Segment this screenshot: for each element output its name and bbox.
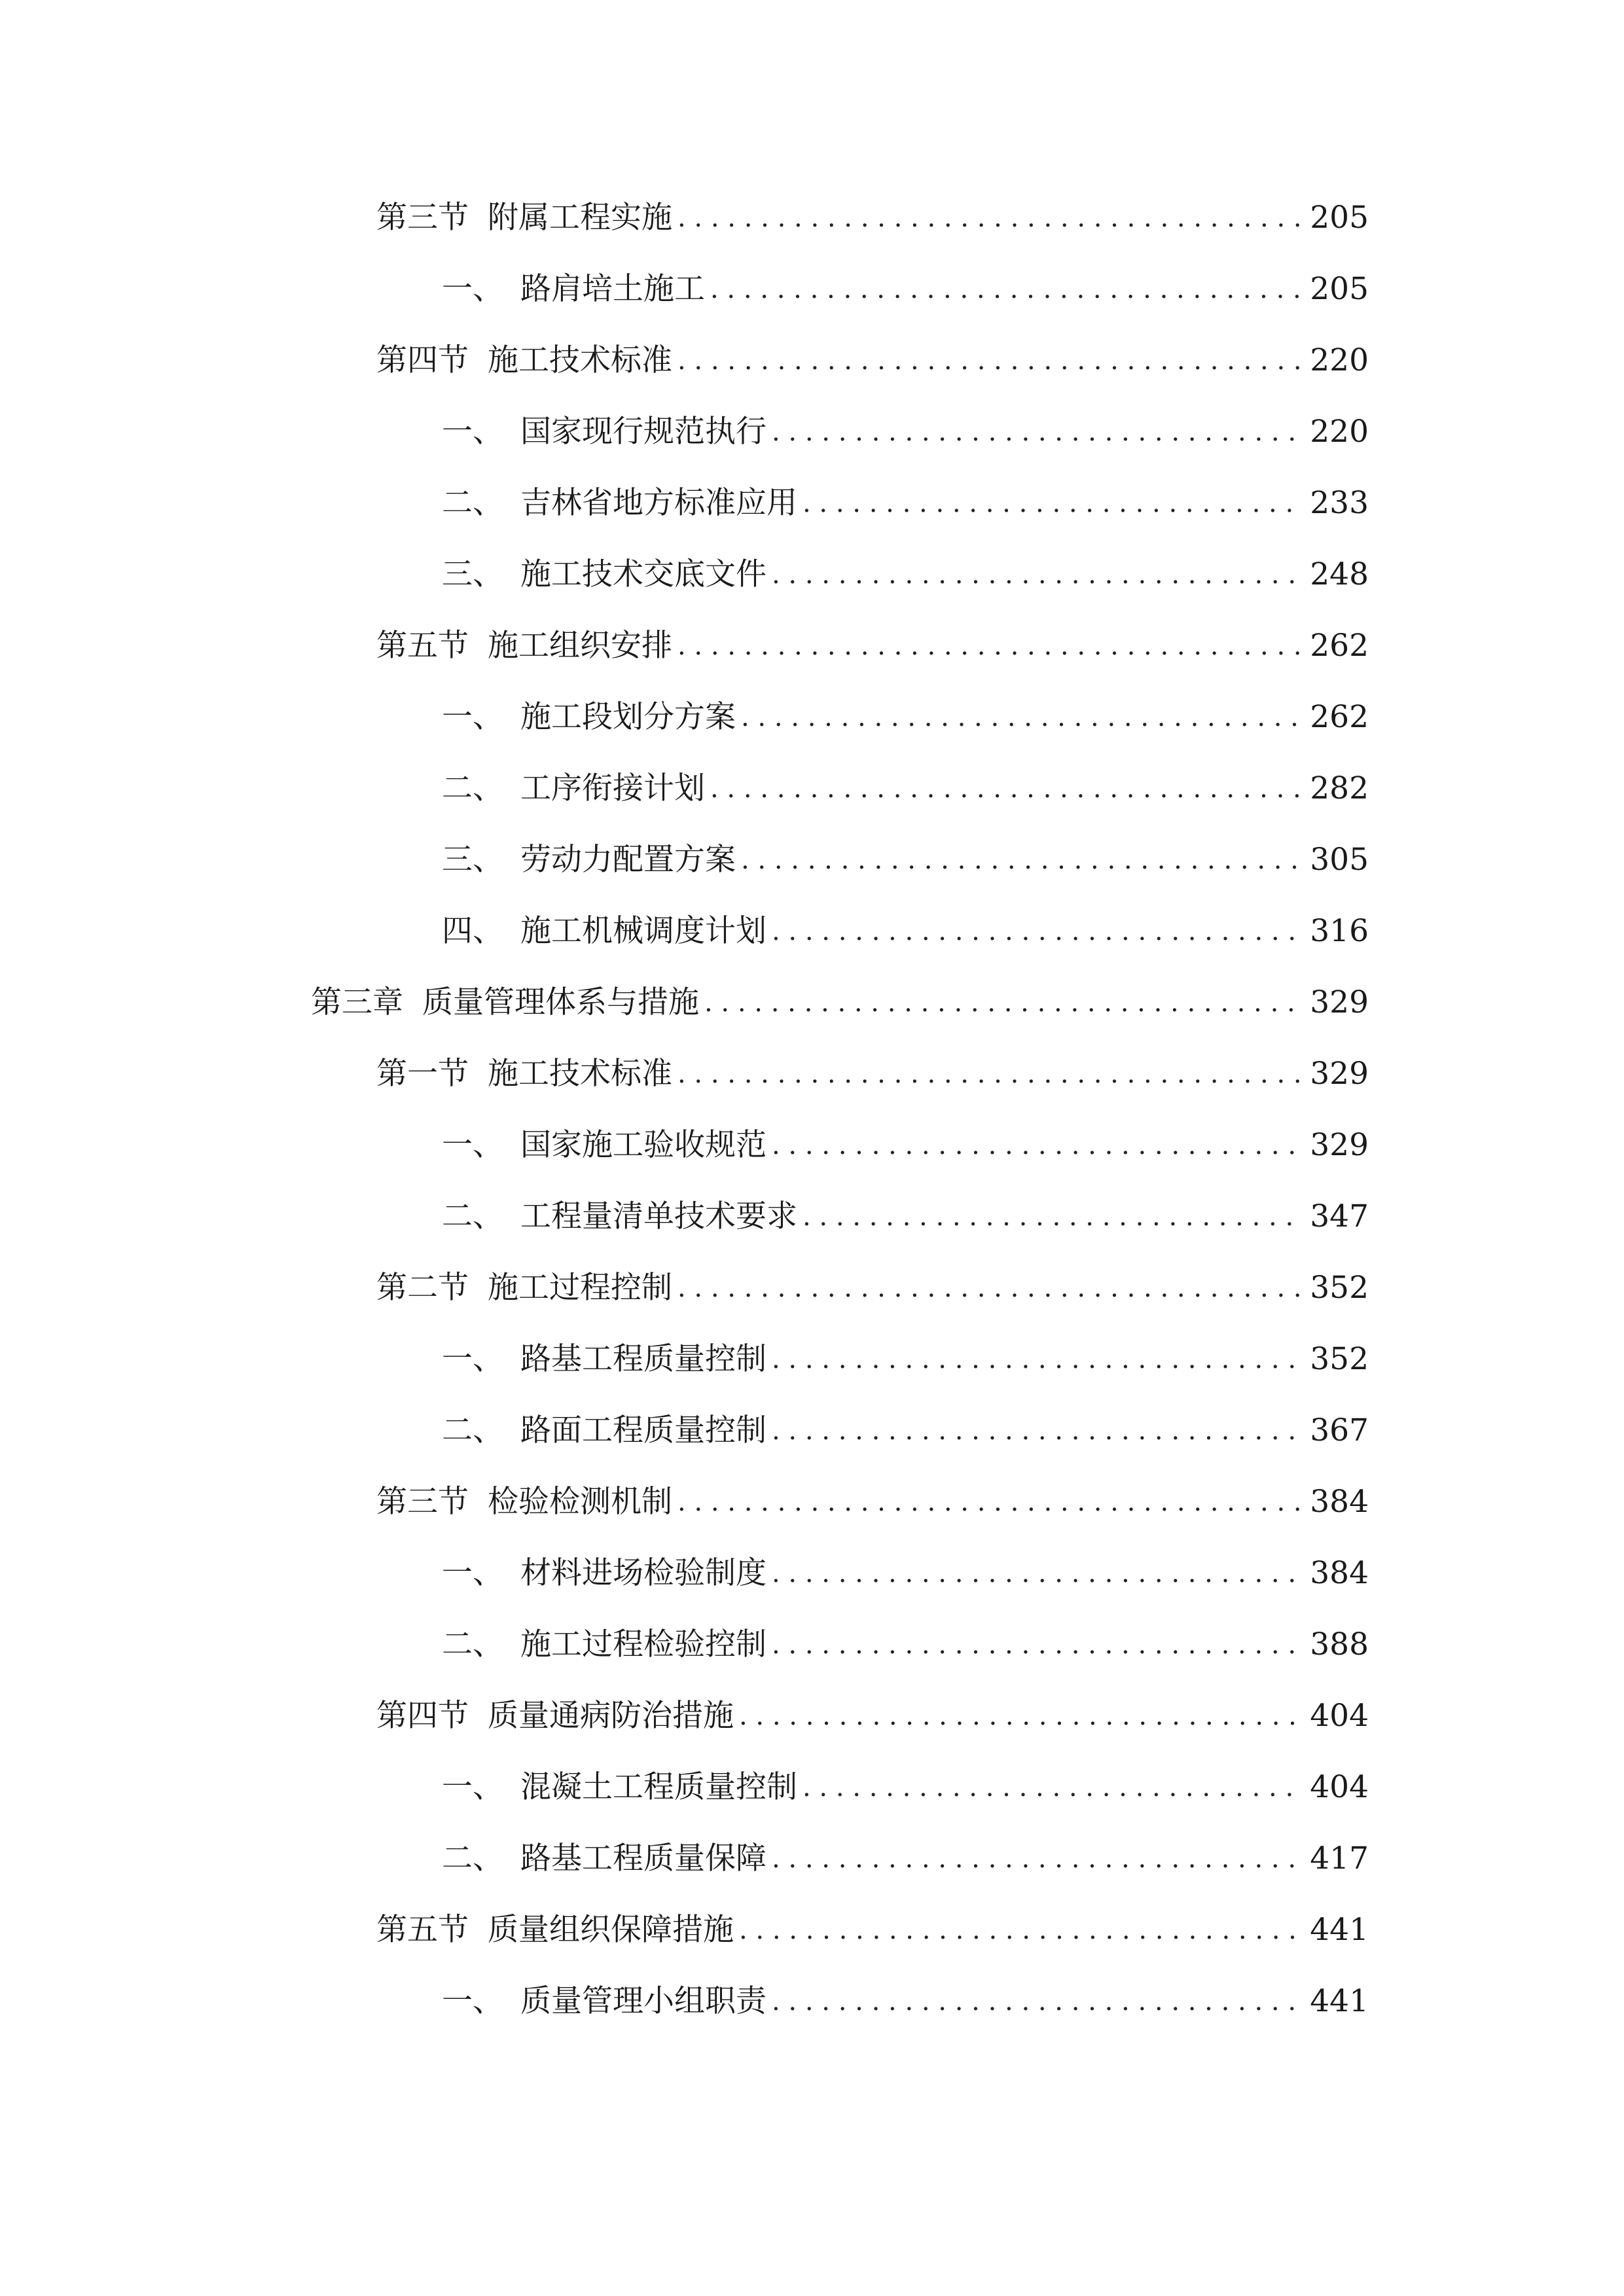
toc-page-number: 441 <box>1310 1912 1369 1948</box>
toc-title: 质量通病防治措施 <box>488 1698 734 1734</box>
toc-title: 路面工程质量控制 <box>520 1412 767 1448</box>
toc-entry[interactable] <box>311 980 1369 1026</box>
toc-entry[interactable] <box>376 195 1369 241</box>
toc-title: 施工机械调度计划 <box>520 913 767 949</box>
toc-page-number: 404 <box>1310 1698 1369 1734</box>
toc-number: 一、 <box>442 1127 503 1163</box>
toc-leader-dots <box>704 980 1301 1026</box>
toc-number: 二、 <box>442 1626 503 1662</box>
toc-number: 一、 <box>442 1341 503 1377</box>
toc-leader-dots <box>677 338 1301 384</box>
toc-entry[interactable] <box>442 1122 1369 1168</box>
toc-leader-dots <box>772 552 1301 598</box>
toc-page-number: 305 <box>1310 842 1369 878</box>
toc-number: 第四节 <box>376 1698 469 1734</box>
toc-page-number: 205 <box>1310 271 1369 307</box>
toc-leader-dots <box>772 1408 1301 1454</box>
toc-title: 国家现行规范执行 <box>520 414 767 450</box>
toc-leader-dots <box>677 195 1301 241</box>
toc-leader-dots <box>710 266 1301 312</box>
toc-page-number: 329 <box>1310 1127 1369 1163</box>
toc-page-number: 352 <box>1310 1341 1369 1377</box>
toc-number: 三、 <box>442 556 503 592</box>
toc-page-number: 262 <box>1310 699 1369 735</box>
toc-leader-dots <box>739 1693 1301 1739</box>
toc-number: 第二节 <box>376 1270 469 1306</box>
toc-entry[interactable] <box>376 1693 1369 1739</box>
toc-leader-dots <box>772 1622 1301 1668</box>
toc-entry[interactable] <box>442 1194 1369 1240</box>
toc-page-number: 441 <box>1310 1983 1369 2019</box>
toc-number: 三、 <box>442 842 503 878</box>
toc-entry[interactable] <box>442 1551 1369 1596</box>
toc-number: 第三节 <box>376 1484 469 1520</box>
toc-title: 质量组织保障措施 <box>488 1912 734 1948</box>
toc-title: 吉林省地方标准应用 <box>520 485 797 521</box>
toc-number: 一、 <box>442 414 503 450</box>
toc-title: 国家施工验收规范 <box>520 1127 767 1163</box>
toc-entry[interactable] <box>442 1408 1369 1454</box>
toc-leader-dots <box>803 480 1301 526</box>
toc-page-number: 248 <box>1310 556 1369 592</box>
toc-entry[interactable] <box>376 1051 1369 1097</box>
toc-entry[interactable] <box>442 694 1369 740</box>
toc-page-number: 352 <box>1310 1270 1369 1306</box>
toc-leader-dots <box>772 1122 1301 1168</box>
toc-leader-dots <box>772 908 1301 954</box>
toc-page-number: 220 <box>1310 414 1369 450</box>
toc-page-number: 316 <box>1310 913 1369 949</box>
toc-leader-dots <box>677 1479 1301 1525</box>
toc-title: 质量管理体系与措施 <box>422 984 699 1020</box>
toc-number: 一、 <box>442 271 503 307</box>
toc-page-number: 329 <box>1310 984 1369 1020</box>
toc-entry[interactable] <box>442 1336 1369 1382</box>
toc-entry[interactable] <box>442 1836 1369 1882</box>
toc-title: 工程量清单技术要求 <box>520 1198 797 1234</box>
toc-number: 二、 <box>442 485 503 521</box>
toc-title: 材料进场检验制度 <box>520 1555 767 1591</box>
toc-number: 二、 <box>442 770 503 806</box>
toc-entry[interactable] <box>442 409 1369 455</box>
toc-leader-dots <box>803 1765 1301 1810</box>
toc-title: 附属工程实施 <box>488 200 672 236</box>
toc-entry[interactable] <box>442 266 1369 312</box>
toc-leader-dots <box>741 837 1301 883</box>
toc-page-number: 367 <box>1310 1412 1369 1448</box>
toc-leader-dots <box>772 1551 1301 1596</box>
toc-page-number: 417 <box>1310 1840 1369 1876</box>
toc-number: 二、 <box>442 1198 503 1234</box>
toc-leader-dots <box>677 1265 1301 1311</box>
toc-page-number: 220 <box>1310 342 1369 378</box>
toc-title: 施工技术交底文件 <box>520 556 767 592</box>
toc-entry[interactable] <box>376 338 1369 384</box>
toc-number: 第五节 <box>376 628 469 664</box>
toc-number: 第三章 <box>311 984 403 1020</box>
toc-page-number: 384 <box>1310 1484 1369 1520</box>
toc-title: 施工技术标准 <box>488 1056 672 1092</box>
toc-entry[interactable] <box>442 766 1369 812</box>
toc-leader-dots <box>803 1194 1301 1240</box>
toc-entry[interactable] <box>376 1265 1369 1311</box>
toc-number: 一、 <box>442 1769 503 1805</box>
toc-page-number: 262 <box>1310 628 1369 664</box>
toc-number: 第三节 <box>376 200 469 236</box>
toc-title: 路基工程质量控制 <box>520 1341 767 1377</box>
toc-entry[interactable] <box>442 552 1369 598</box>
toc-entry[interactable] <box>376 1907 1369 1953</box>
toc-title: 路肩培土施工 <box>520 271 705 307</box>
toc-number: 一、 <box>442 699 503 735</box>
toc-title: 质量管理小组职责 <box>520 1983 767 2019</box>
toc-number: 一、 <box>442 1555 503 1591</box>
toc-entry[interactable] <box>442 837 1369 883</box>
toc-title: 劳动力配置方案 <box>520 842 736 878</box>
toc-leader-dots <box>741 694 1301 740</box>
toc-number: 一、 <box>442 1983 503 2019</box>
toc-page-number: 347 <box>1310 1198 1369 1234</box>
toc-number: 四、 <box>442 913 503 949</box>
toc-title: 路基工程质量保障 <box>520 1840 767 1876</box>
toc-leader-dots <box>677 1051 1301 1097</box>
toc-leader-dots <box>677 623 1301 669</box>
toc-number: 二、 <box>442 1412 503 1448</box>
toc-entry[interactable] <box>376 623 1369 669</box>
toc-entry[interactable] <box>442 1622 1369 1668</box>
toc-entry[interactable] <box>442 480 1369 526</box>
toc-title: 施工技术标准 <box>488 342 672 378</box>
toc-entry[interactable] <box>442 1765 1369 1810</box>
toc-leader-dots <box>772 409 1301 455</box>
toc-leader-dots <box>739 1907 1301 1953</box>
toc-page-number: 282 <box>1310 770 1369 806</box>
toc-number: 第一节 <box>376 1056 469 1092</box>
toc-leader-dots <box>710 766 1301 812</box>
toc-title: 检验检测机制 <box>488 1484 672 1520</box>
toc-page-number: 233 <box>1310 485 1369 521</box>
toc-page-number: 384 <box>1310 1555 1369 1591</box>
toc-page-number: 404 <box>1310 1769 1369 1805</box>
toc-entry[interactable] <box>442 908 1369 954</box>
toc-title: 混凝土工程质量控制 <box>520 1769 797 1805</box>
toc-number: 第四节 <box>376 342 469 378</box>
toc-title: 施工组织安排 <box>488 628 672 664</box>
toc-page-number: 329 <box>1310 1056 1369 1092</box>
toc-leader-dots <box>772 1979 1301 2024</box>
toc-entry[interactable] <box>376 1479 1369 1525</box>
toc-title: 施工过程检验控制 <box>520 1626 767 1662</box>
toc-leader-dots <box>772 1336 1301 1382</box>
toc-page-number: 388 <box>1310 1626 1369 1662</box>
toc-number: 第五节 <box>376 1912 469 1948</box>
toc-number: 二、 <box>442 1840 503 1876</box>
toc-page-number: 205 <box>1310 200 1369 236</box>
toc-title: 工序衔接计划 <box>520 770 705 806</box>
toc-leader-dots <box>772 1836 1301 1882</box>
toc-title: 施工过程控制 <box>488 1270 672 1306</box>
toc-entry[interactable] <box>442 1979 1369 2024</box>
toc-title: 施工段划分方案 <box>520 699 736 735</box>
